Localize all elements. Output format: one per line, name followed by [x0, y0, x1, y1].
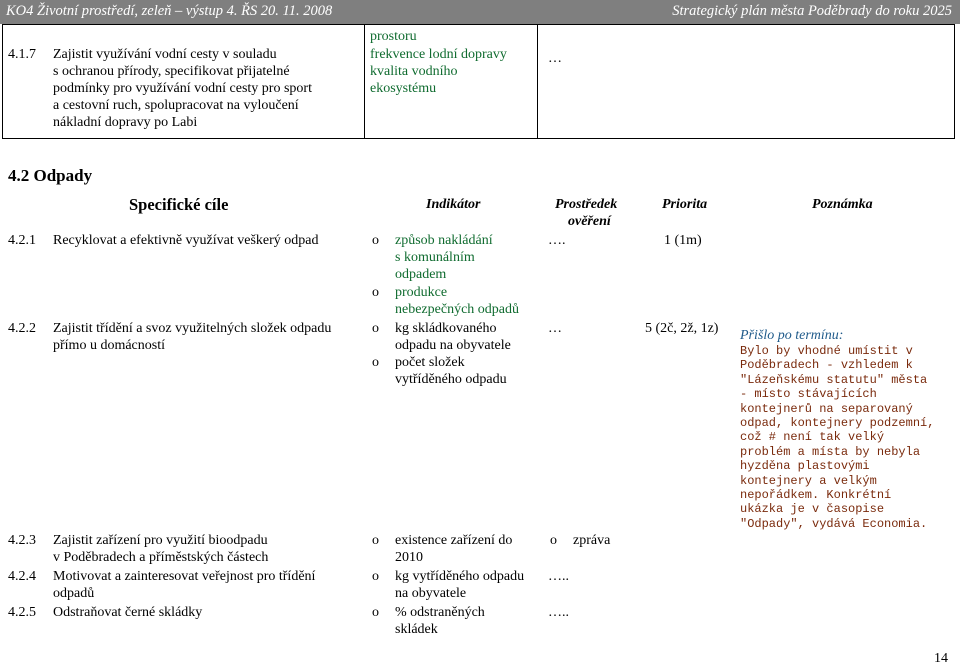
- verification-ellipsis: …: [548, 51, 562, 66]
- row-priority: 5 (2č, 2ž, 1z): [645, 321, 719, 336]
- note-line: - místo stávajících: [740, 387, 877, 402]
- indicator-text-line: prostoru: [370, 29, 417, 44]
- header-left-text: KO4 Životní prostředí, zeleň – výstup 4. ŘS 20. 11. 2008: [6, 3, 333, 19]
- indicator-text-line: počet složek: [395, 355, 465, 370]
- indicator-text-line: kvalita vodního: [370, 64, 458, 79]
- bullet: o: [372, 233, 379, 248]
- goal-text-line: podmínky pro využívání vodní cesty pro sport: [53, 81, 312, 96]
- row-goal-text: Recyklovat a efektivně využívat veškerý odpad: [53, 233, 319, 248]
- note-line: nepořádkem. Konkrétní: [740, 488, 892, 502]
- col-header-verification: Prostředek: [555, 197, 618, 212]
- note-line: kontejnery a velkým: [740, 473, 877, 488]
- goal-text-line: nákladní dopravy po Labi: [53, 115, 198, 130]
- indicator-text-line: nebezpečných odpadů: [395, 302, 519, 317]
- note-line: hyzděna plastovými: [740, 459, 870, 474]
- col-header-verification-2: ověření: [568, 214, 611, 229]
- indicator-text-line: s komunálním: [395, 250, 475, 265]
- goal-text-line: Zajistit využívání vodní cesty v souladu: [53, 47, 277, 62]
- bullet: o: [372, 569, 379, 584]
- indicator-text-line: existence zařízení do: [395, 533, 513, 548]
- note-line: což # není tak velký: [740, 430, 885, 445]
- note-line: problém a místa by nebyla: [740, 444, 921, 459]
- goal-text-line: s ochranou přírody, specifikovat přijatelné: [53, 64, 290, 79]
- row-verification: zpráva: [573, 533, 611, 548]
- indicator-text-line: na obyvatele: [395, 586, 467, 601]
- row-verification: …..: [548, 569, 569, 584]
- indicator-text-line: % odstraněných: [395, 605, 485, 620]
- row-verification: …: [548, 321, 562, 336]
- indicator-text-line: vytříděného odpadu: [395, 372, 507, 387]
- top-table-divider-2: [537, 24, 538, 139]
- indicator-text-line: frekvence lodní dopravy: [370, 47, 507, 62]
- goal-text-line: a cestovní ruch, spolupracovat na vyloučení: [53, 98, 299, 113]
- top-table-border-bottom: [2, 138, 954, 139]
- page-number: 14: [934, 651, 948, 666]
- header-right-text: Strategický plán města Poděbrady do roku 2025: [672, 3, 952, 19]
- row-goal-text: Zajistit třídění a svoz využitelných složek odpadu: [53, 321, 332, 336]
- row-goal-text: odpadů: [53, 586, 95, 601]
- note-line: kontejnerů na separovaný: [740, 401, 913, 416]
- row-goal-text: Zajistit zařízení pro využití bioodpadu: [53, 533, 268, 548]
- goal-number: 4.1.7: [8, 47, 36, 62]
- row-verification: ….: [548, 233, 566, 248]
- row-number: 4.2.3: [8, 533, 36, 548]
- row-number: 4.2.5: [8, 605, 36, 620]
- note-line: ukázka je v časopise: [740, 502, 885, 517]
- col-header-note: Poznámka: [812, 197, 873, 212]
- row-goal-text: Motivovat a zainteresovat veřejnost pro třídění: [53, 569, 316, 584]
- bullet: o: [372, 533, 379, 548]
- note-title: Přišlo po termínu:: [740, 328, 844, 343]
- indicator-text-line: ekosystému: [370, 81, 437, 96]
- col-header-goals: Specifické cíle: [129, 195, 229, 214]
- row-number: 4.2.1: [8, 233, 36, 248]
- row-priority: 1 (1m): [664, 233, 702, 248]
- section-heading: 4.2 Odpady: [8, 166, 93, 185]
- col-header-indicator: Indikátor: [426, 197, 481, 212]
- note-line: Poděbradech - vzhledem k: [740, 358, 913, 373]
- row-number: 4.2.2: [8, 321, 36, 336]
- indicator-text-line: kg skládkovaného: [395, 321, 497, 336]
- note-line: "Odpady", vydává Economia.: [740, 516, 928, 531]
- note-line: "Lázeňskému statutu" města: [740, 372, 928, 387]
- col-header-priority: Priorita: [662, 197, 708, 212]
- top-table-border-top: [2, 24, 954, 25]
- bullet: o: [372, 355, 379, 370]
- note-line: odpad, kontejnery podzemní,: [740, 416, 935, 430]
- bullet: o: [372, 605, 379, 620]
- indicator-text-line: odpadem: [395, 267, 447, 282]
- bullet: o: [372, 285, 379, 300]
- row-verification: …..: [548, 605, 569, 620]
- indicator-text-line: odpadu na obyvatele: [395, 338, 511, 353]
- top-table-border-left: [2, 24, 3, 139]
- top-table-divider-1: [364, 24, 365, 139]
- row-goal-text: Odstraňovat černé skládky: [53, 605, 203, 620]
- bullet: o: [372, 321, 379, 336]
- indicator-text-line: produkce: [395, 285, 448, 300]
- indicator-text-line: 2010: [395, 550, 423, 565]
- indicator-text-line: kg vytříděného odpadu: [395, 569, 525, 584]
- row-number: 4.2.4: [8, 569, 36, 584]
- note-line: Bylo by vhodné umístit v: [740, 344, 913, 358]
- top-table-border-right: [954, 24, 955, 139]
- indicator-text-line: skládek: [395, 622, 438, 637]
- indicator-text-line: způsob nakládání: [395, 233, 493, 248]
- page-header-bar: [0, 0, 960, 24]
- row-goal-text: v Poděbradech a příměstských částech: [53, 550, 269, 565]
- bullet: o: [550, 533, 557, 548]
- row-goal-text: přímo u domácností: [53, 338, 165, 353]
